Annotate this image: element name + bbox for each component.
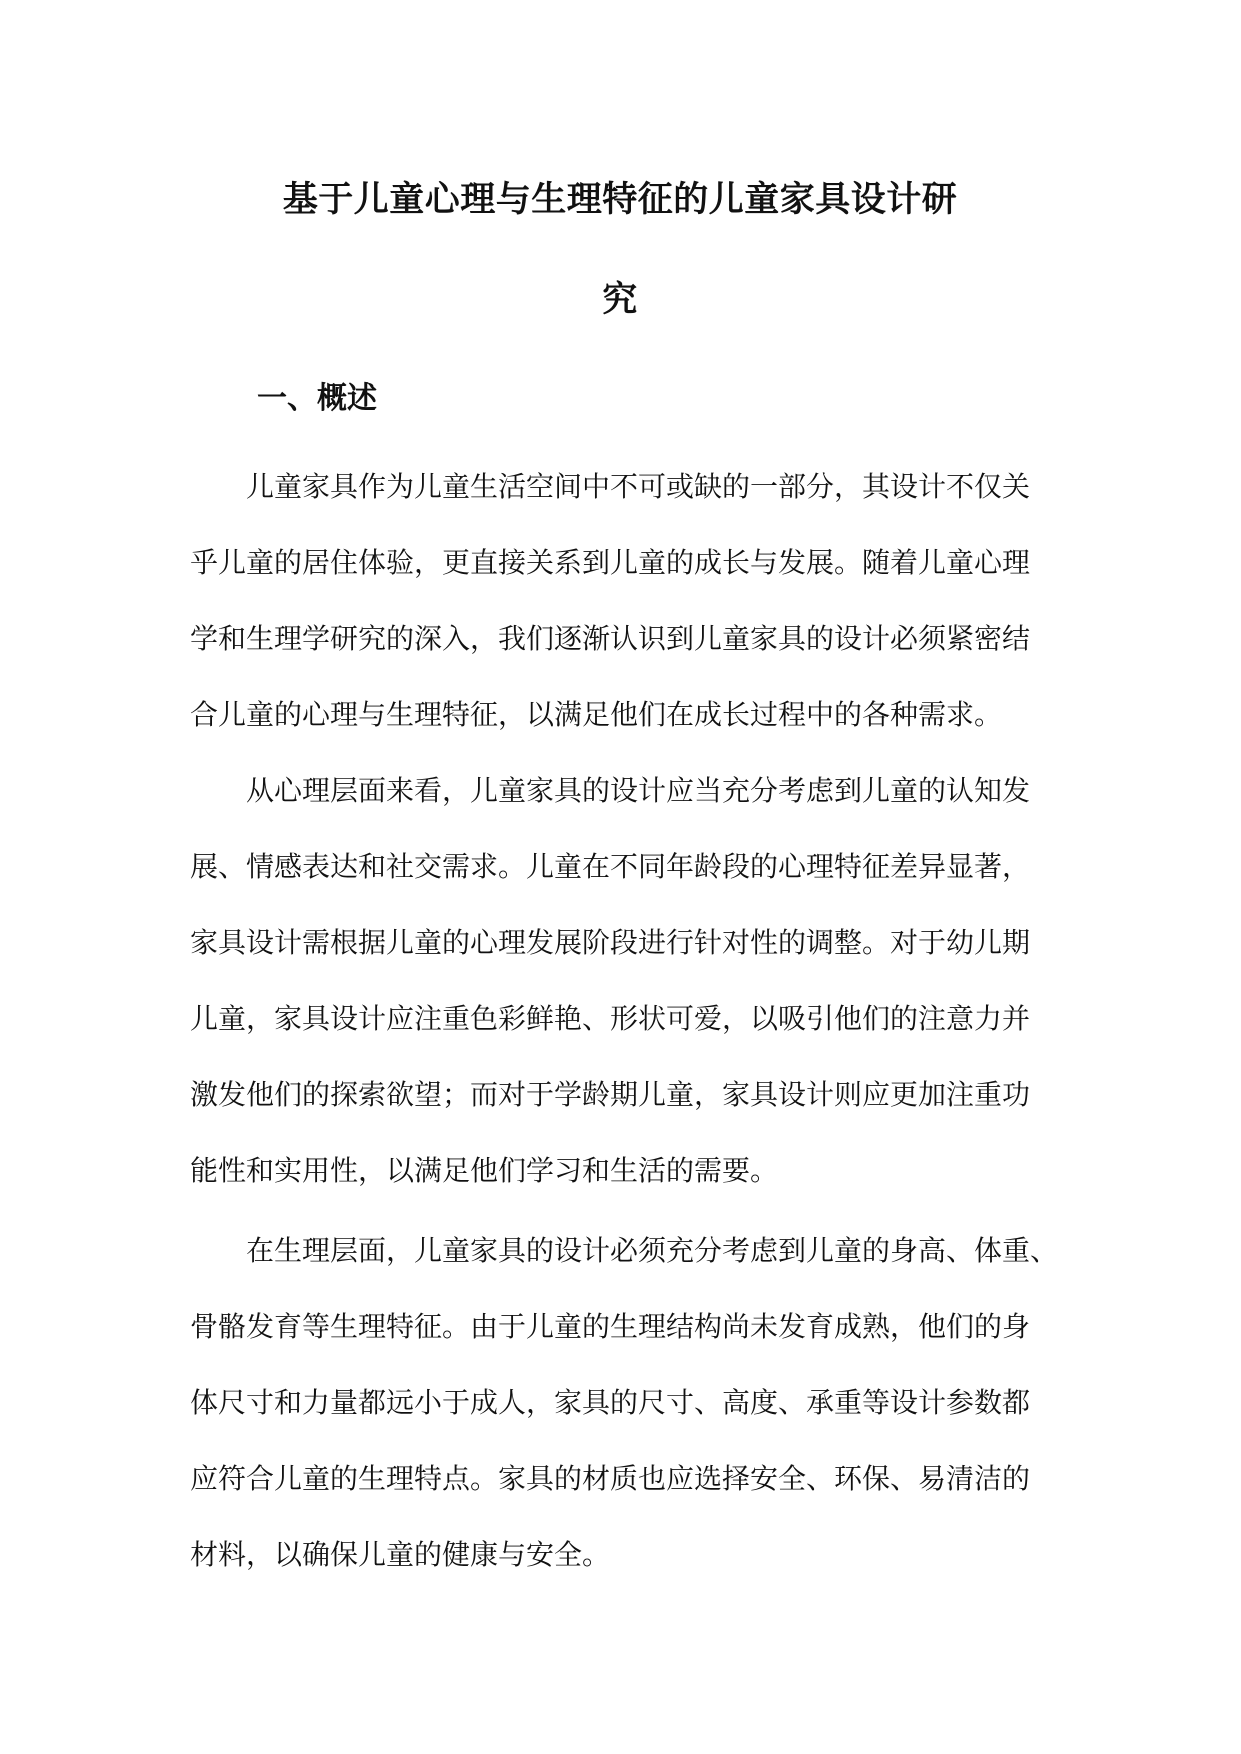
- text-line: 体尺寸和力量都远小于成人，家具的尺寸、高度、承重等设计参数都: [190, 1386, 1031, 1419]
- text-line: 能性和实用性，以满足他们学习和生活的需要。: [190, 1154, 779, 1187]
- text-line: 家具设计需根据儿童的心理发展阶段进行针对性的调整。对于幼儿期: [190, 926, 1031, 959]
- paragraph-3: [190, 1213, 1070, 1593]
- section-heading: 一、概述: [257, 381, 377, 416]
- text-line: 在生理层面，儿童家具的设计必须充分考虑到儿童的身高、体重、: [246, 1234, 1059, 1267]
- text-line: 材料，以确保儿童的健康与安全。: [190, 1538, 611, 1571]
- document-title: [190, 150, 1050, 350]
- paragraph-1: [190, 449, 1070, 753]
- text-line: 学和生理学研究的深入，我们逐渐认识到儿童家具的设计必须紧密结: [190, 622, 1031, 655]
- title-line: 基于儿童心理与生理特征的儿童家具设计研: [282, 180, 958, 220]
- title-line: 究: [602, 280, 638, 320]
- text-line: 儿童，家具设计应注重色彩鲜艳、形状可爱，以吸引他们的注意力并: [190, 1002, 1031, 1035]
- text-line: 从心理层面来看，儿童家具的设计应当充分考虑到儿童的认知发: [246, 774, 1031, 807]
- text-line: 乎儿童的居住体验，更直接关系到儿童的成长与发展。随着儿童心理: [190, 546, 1031, 579]
- text-line: 儿童家具作为儿童生活空间中不可或缺的一部分，其设计不仅关: [246, 470, 1031, 503]
- text-line: 展、情感表达和社交需求。儿童在不同年龄段的心理特征差异显著，: [190, 850, 1031, 883]
- text-line: 激发他们的探索欲望；而对于学龄期儿童，家具设计则应更加注重功: [190, 1078, 1031, 1111]
- text-line: 骨骼发育等生理特征。由于儿童的生理结构尚未发育成熟，他们的身: [190, 1310, 1031, 1343]
- text-line: 应符合儿童的生理特点。家具的材质也应选择安全、环保、易清洁的: [190, 1462, 1031, 1495]
- text-line: 合儿童的心理与生理特征，以满足他们在成长过程中的各种需求。: [190, 698, 1003, 731]
- paragraph-2: [190, 753, 1070, 1209]
